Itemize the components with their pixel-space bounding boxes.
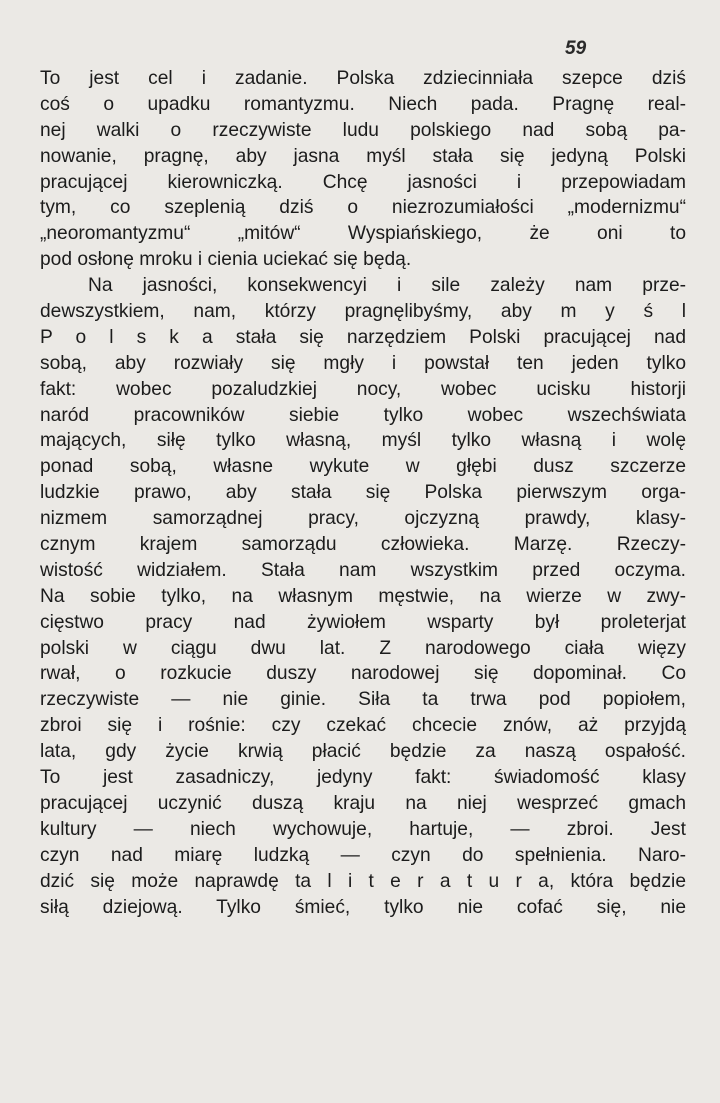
text-line: rzeczywiste — nie ginie. Siła ta trwa pod popiołem, xyxy=(40,689,686,711)
text-line: naród pracowników siebie tylko wobec wszechświata xyxy=(40,404,686,426)
text-line: cznym krajem samorządu człowieka. Marzę. Rzeczy- xyxy=(40,534,686,556)
text-line: czyn nad miarę ludzką — czyn do spełnienia. Naro- xyxy=(40,844,686,866)
text-line: „neoromantyzmu“ „mitów“ Wyspiańskiego, że oni to xyxy=(40,223,686,245)
text-line: siłą dziejową. Tylko śmieć, tylko nie cofać się, nie xyxy=(40,896,686,918)
text-line: coś o upadku romantyzmu. Niech pada. Pragnę real- xyxy=(40,93,686,115)
text-line: zbroi się i rośnie: czy czekać chcecie znów, aż przyjdą xyxy=(40,715,686,737)
text-line: pracującej uczynić duszą kraju na niej wesprzeć gmach xyxy=(40,792,686,814)
text-line: Na jasności, konsekwencyi i sile zależy nam prze- xyxy=(88,275,686,297)
page-number: 59 xyxy=(565,38,587,59)
text-line: cięstwo pracy nad żywiołem wsparty był proleterjat xyxy=(40,611,686,633)
text-line: To jest cel i zadanie. Polska zdziecinniała szepce dziś xyxy=(40,68,686,89)
text-line: rwał, o rozkucie duszy narodowej się dopominał. Co xyxy=(40,663,686,685)
text-line: fakt: wobec pozaludzkiej nocy, wobec ucisku historji xyxy=(40,378,686,400)
text-line: pracującej kierowniczką. Chcę jasności i przepowiadam xyxy=(40,171,686,193)
text-line: nizmem samorządnej pracy, ojczyzną prawdy, klasy- xyxy=(40,508,686,530)
text-line: mających, siłę tylko własną, myśl tylko własną i wolę xyxy=(40,430,686,452)
text-line: wistość widziałem. Stała nam wszystkim przed oczyma. xyxy=(40,559,686,581)
text-line: dzić się może naprawdę ta l i t e r a t u r a, która będzie xyxy=(40,870,686,892)
text-line: nowanie, pragnę, aby jasna myśl stała się jedyną Polski xyxy=(40,145,686,167)
text-line: To jest zasadniczy, jedyny fakt: świadomość klasy xyxy=(40,767,686,789)
text-line: tym, co szeplenią dziś o niezrozumiałości „modernizmu“ xyxy=(40,197,686,219)
text-line: ludzkie prawo, aby stała się Polska pierwszym orga- xyxy=(40,482,686,504)
text-line: nej walki o rzeczywiste ludu polskiego nad sobą pa- xyxy=(40,119,686,141)
text-line: P o l s k a stała się narzędziem Polski pracującej nad xyxy=(40,326,686,348)
text-line: pod osłonę mroku i cienia uciekać się będą. xyxy=(40,249,412,271)
text-line: kultury — niech wychowuje, hartuje, — zbroi. Jest xyxy=(40,818,686,840)
text-line: Na sobie tylko, na własnym męstwie, na wierze w zwy- xyxy=(40,585,686,607)
text-line: lata, gdy życie krwią płacić będzie za naszą ospałość. xyxy=(40,741,686,763)
text-line: sobą, aby rozwiały się mgły i powstał ten jeden tylko xyxy=(40,352,686,374)
text-line: polski w ciągu dwu lat. Z narodowego ciała więzy xyxy=(40,637,686,659)
text-line: dewszystkiem, nam, którzy pragnęlibyśmy, aby m y ś l xyxy=(40,301,686,323)
body-text xyxy=(40,66,686,920)
text-line: ponad sobą, własne wykute w głębi dusz szczerze xyxy=(40,456,686,478)
